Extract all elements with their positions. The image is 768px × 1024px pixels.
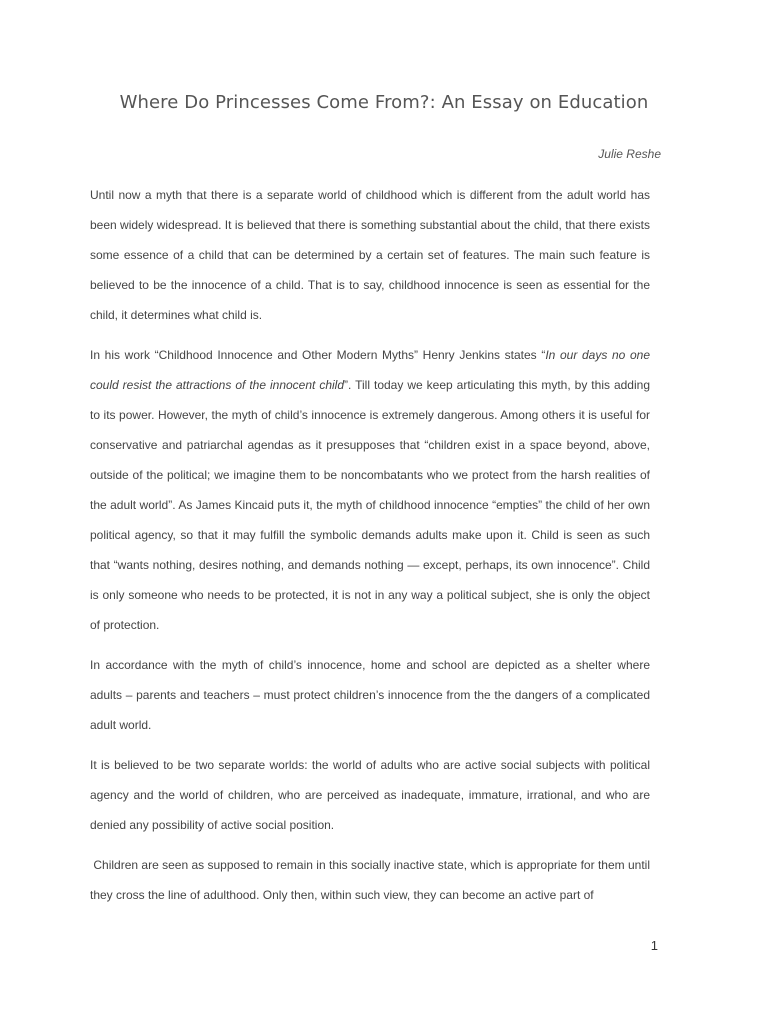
paragraph-2-intro: In his work “Childhood Innocence and Other Modern Myths” Henry Jenkins states “ [90,348,546,362]
document-author: Julie Reshe [598,147,661,161]
paragraph-2 [90,340,650,640]
document-body [90,180,650,920]
jenkins-quote: In our days no one could resist the attractions of the innocent child [90,348,650,392]
paragraph-4: It is believed to be two separate worlds: the world of adults who are active social subjects with political agency and the world of children, who are perceived as inadequate, immature, irrational, and who are denied any possibility of active social position. [90,758,650,832]
document-title: Where Do Princesses Come From?: An Essay on Education [119,92,649,113]
paragraph-2-continuation: ”. Till today we keep articulating this myth, by this adding to its power. However, the myth of child’s innocence is extremely dangerous. Among others it is useful for conservative and patriarchal agendas as it presupposes that “children exist in a space beyond, above, outside of the political; we imagine them to be noncombatants who we protect from the harsh realities of the adult world”. As James Kincaid puts it, the myth of childhood innocence “empties” the child of her own political agency, so that it may fulfill the symbolic demands adults make upon it. Child is seen as such that “wants nothing, desires nothing, and demands nothing — except, perhaps, its own innocence”. Child is only someone who needs to be protected, it is not in any way a political subject, she is only the object of protection. [90,378,650,632]
paragraph-3: In accordance with the myth of child’s innocence, home and school are depicted as a shelter where adults – parents and teachers – must protect children’s innocence from the the dangers of a complicated adult world. [90,658,650,732]
paragraph-1: Until now a myth that there is a separate world of childhood which is different from the adult world has been widely widespread. It is believed that there is something substantial about the child, that there exists some essence of a child that can be determined by a certain set of features. The main such feature is believed to be the innocence of a child. That is to say, childhood innocence is seen as essential for the child, it determines what child is. [90,188,650,322]
page-number: 1 [650,938,658,953]
paragraph-5: Children are seen as supposed to remain in this socially inactive state, which is appropriate for them until they cross the line of adulthood. Only then, within such view, they can become an active part of [90,858,650,902]
